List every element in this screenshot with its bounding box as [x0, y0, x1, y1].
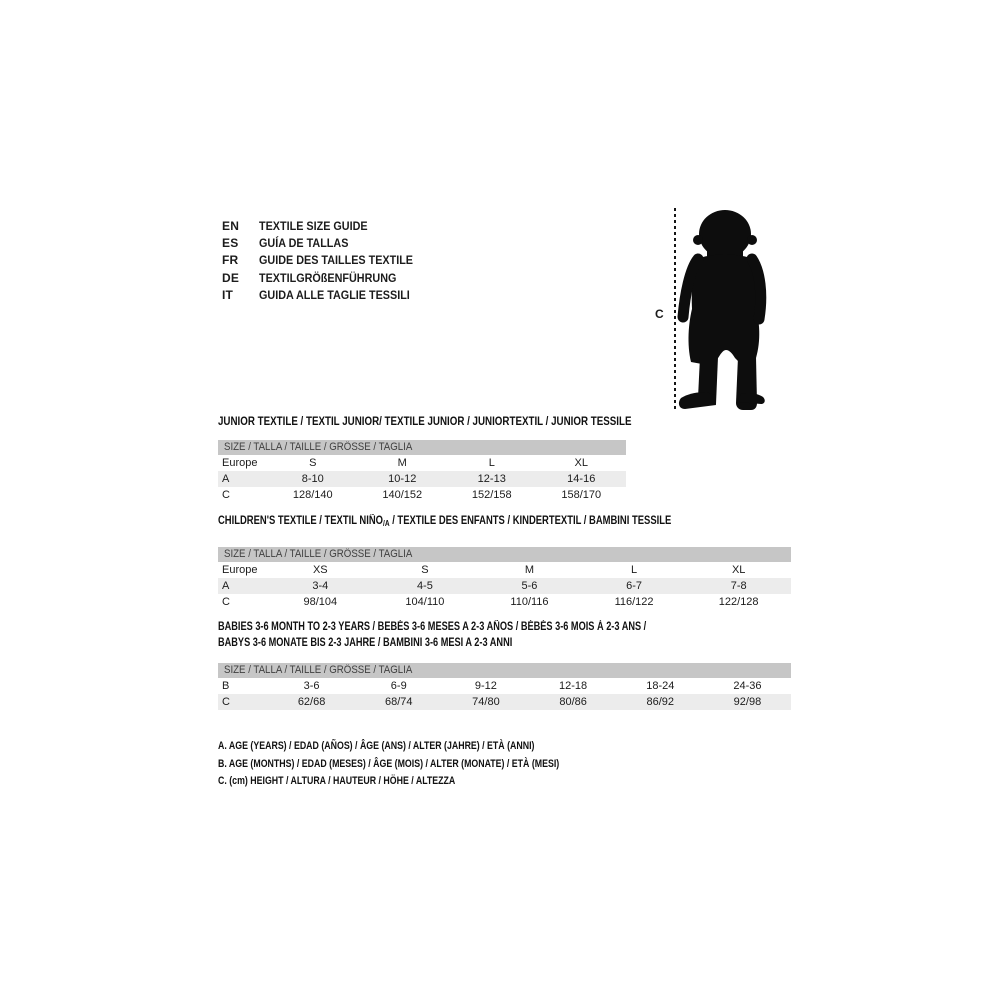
babies-title-line2: BABYS 3-6 MONATE BIS 2-3 JAHRE / BAMBINI 3-6 MESI A 2-3 ANNI — [218, 636, 513, 649]
row-label: Europe — [222, 564, 258, 576]
junior-section-title: JUNIOR TEXTILE / TEXTIL JUNIOR/ TEXTILE JUNIOR / JUNIORTEXTIL / JUNIOR TESSILE — [218, 416, 632, 428]
table-cell: 9-12 — [474, 680, 497, 692]
language-label: GUIDA ALLE TAGLIE TESSILI — [259, 287, 410, 302]
table-cell: 6-9 — [390, 680, 407, 692]
language-code: EN — [222, 218, 240, 233]
babies-section — [218, 620, 791, 710]
legend-row-fr — [222, 252, 430, 269]
size-header-bar — [218, 440, 626, 455]
language-legend — [222, 217, 430, 303]
table-cell: 18-24 — [646, 680, 675, 692]
legend-row-en — [222, 217, 430, 234]
table-cell: 12-18 — [559, 680, 588, 692]
language-code: FR — [222, 253, 239, 268]
table-cell: 86/92 — [646, 696, 675, 708]
table-cell: M — [397, 457, 407, 469]
legend-row-es — [222, 234, 430, 251]
row-label: C — [222, 696, 230, 708]
table-cell: 128/140 — [292, 489, 333, 501]
table-cell: 110/116 — [510, 596, 549, 608]
language-label: GUIDE DES TAILLES TEXTILE — [259, 253, 414, 268]
table-cell: 122/128 — [718, 596, 759, 608]
table-cell: S — [309, 457, 317, 469]
childrens-title-subscript: /A — [383, 519, 390, 528]
childrens-section-title — [218, 515, 688, 530]
childrens-title-post: / TEXTILE DES ENFANTS / KINDERTEXTIL / BAMBINI TESSILE — [389, 515, 672, 527]
legend-row-it — [222, 286, 430, 303]
table-cell: 104/110 — [405, 596, 445, 608]
childrens-title-pre: CHILDREN'S TEXTILE / TEXTIL NIÑO — [218, 515, 384, 527]
footnote-c: C. (cm) HEIGHT / ALTURA / HAUTEUR / HÖHE / ALTEZZA — [218, 775, 456, 787]
table-row-c — [218, 487, 626, 503]
table-cell: M — [524, 564, 535, 576]
table-cell: L — [631, 564, 638, 576]
language-label: TEXTILGRÖßENFÜHRUNG — [259, 270, 397, 285]
table-cell: XL — [574, 457, 588, 469]
table-cell: 140/152 — [382, 489, 423, 501]
language-code: DE — [222, 270, 240, 285]
table-row-b — [218, 678, 791, 694]
table-cell: 4-5 — [416, 580, 433, 592]
table-cell: 152/158 — [471, 489, 512, 501]
table-cell: XS — [312, 564, 328, 576]
size-header-label: SIZE / TALLA / TAILLE / GRÖSSE / TAGLIA — [224, 441, 413, 453]
table-row-a — [218, 578, 791, 594]
row-label: A — [222, 580, 230, 592]
footnote-a: A. AGE (YEARS) / EDAD (AÑOS) / ÂGE (ANS) / ALTER (JAHRE) / ETÀ (ANNI) — [218, 740, 535, 752]
childrens-size-table — [218, 562, 791, 610]
row-label: B — [222, 680, 230, 692]
table-cell: 92/98 — [733, 696, 762, 708]
table-row-c — [218, 694, 791, 710]
table-cell: 7-8 — [730, 580, 747, 592]
childrens-section — [218, 515, 791, 610]
table-cell: 116/122 — [614, 596, 654, 608]
table-cell: 80/86 — [559, 696, 587, 708]
footnote-b: B. AGE (MONTHS) / EDAD (MESES) / ÂGE (MOIS) / ALTER (MONATE) / ETÀ (MESI) — [218, 757, 560, 770]
size-header-label: SIZE / TALLA / TAILLE / GRÖSSE / TAGLIA — [224, 548, 413, 560]
table-cell: 74/80 — [472, 696, 500, 708]
table-row-a — [218, 471, 626, 487]
table-cell: 10-12 — [388, 473, 417, 485]
table-row-europe — [218, 562, 791, 578]
language-label: TEXTILE SIZE GUIDE — [259, 218, 368, 233]
table-cell: 3-4 — [312, 580, 329, 592]
table-cell: 68/74 — [384, 696, 413, 708]
junior-size-table — [218, 455, 626, 503]
babies-title-line1: BABIES 3-6 MONTH TO 2-3 YEARS / BEBÉS 3-6 MESES A 2-3 AÑOS / BÉBÉS 3-6 MOIS À 2-3 ANS / — [218, 621, 647, 633]
table-cell: 12-13 — [477, 473, 506, 485]
junior-section — [218, 416, 632, 503]
language-code: ES — [222, 235, 239, 250]
table-cell: 62/68 — [297, 696, 326, 708]
table-cell: 6-7 — [626, 580, 643, 592]
toddler-silhouette — [677, 209, 769, 411]
legend-row-de — [222, 269, 430, 286]
table-cell: 24-36 — [733, 680, 762, 692]
table-cell: L — [488, 457, 495, 469]
table-cell: 98/104 — [303, 596, 338, 608]
table-row-europe — [218, 455, 626, 471]
table-cell: 14-16 — [567, 473, 596, 485]
row-label: Europe — [222, 457, 258, 469]
size-header-label: SIZE / TALLA / TAILLE / GRÖSSE / TAGLIA — [224, 664, 413, 676]
babies-size-table — [218, 678, 791, 710]
size-header-bar — [218, 663, 791, 678]
height-label-c: C — [655, 307, 664, 321]
language-label: GUÍA DE TALLAS — [259, 235, 349, 250]
language-code: IT — [222, 287, 234, 302]
table-cell: XL — [731, 564, 746, 576]
table-cell: 3-6 — [303, 680, 320, 692]
height-reference-dashed-line — [674, 208, 676, 409]
row-label: C — [222, 489, 230, 501]
table-cell: S — [421, 564, 429, 576]
table-cell: 5-6 — [521, 580, 538, 592]
size-header-bar — [218, 547, 791, 562]
row-label: C — [222, 596, 230, 608]
row-label: A — [222, 473, 230, 485]
table-cell: 158/170 — [561, 489, 602, 501]
table-cell: 8-10 — [301, 473, 324, 485]
footnote-legend — [218, 738, 645, 791]
babies-section-title — [218, 620, 676, 651]
table-row-c — [218, 594, 791, 610]
